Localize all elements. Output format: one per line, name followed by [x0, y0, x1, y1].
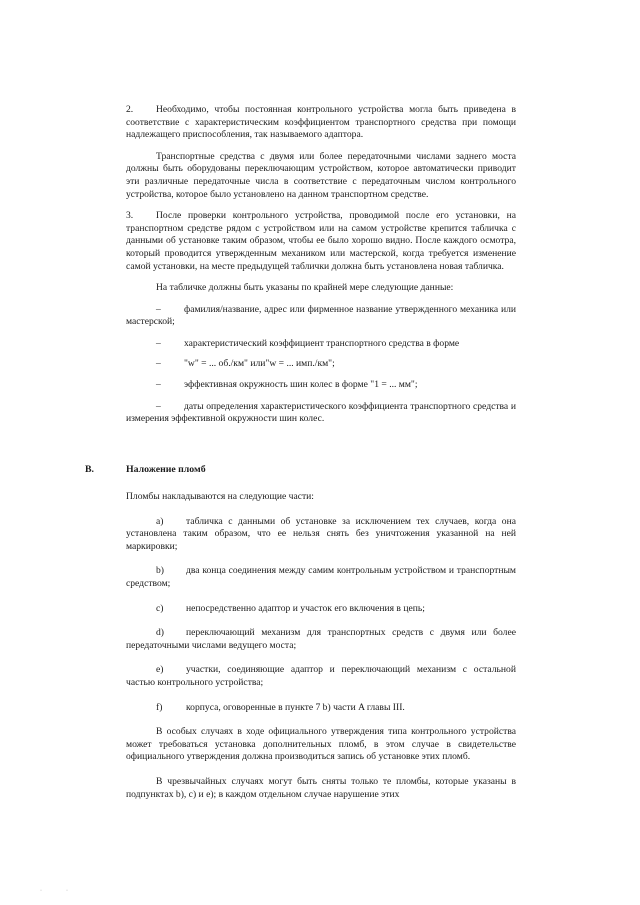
paragraph-gear-ratios: Транспортные средства с двумя или более передаточными числами заднего моста должны быть оборудованы переключающим устройством, которое автоматически приводит эти различные передаточные числа в соответствие с передаточным числом контрольного устройства, которое было установлено на данном транспортном средстве. — [126, 150, 516, 200]
list-item-text: эффективная окружность шин колес в форме "1 = ... мм"; — [184, 379, 418, 391]
item-text: участки, соединяющие адаптор и переключающий механизм с остальной частью контрольного устройства; — [126, 664, 516, 688]
dash-bullet: – — [156, 379, 161, 391]
item-text: табличка с данными об установке за исключением тех случаев, когда она установлена таким образом, что ее нельзя снять без уничтожения указанной на ней маркировки; — [126, 515, 516, 552]
item-label: c) — [156, 602, 164, 614]
paragraph-emergency: В чрезвычайных случаях могут быть сняты только те пломбы, которые указаны в подпунктах b), c) и e); в каждом отдельном случае нарушение этих — [126, 775, 516, 800]
item-label: d) — [156, 627, 164, 639]
paragraph-plate-data: На табличке должны быть указаны по крайней мере следующие данные: — [156, 282, 454, 294]
dash-bullet: – — [156, 400, 161, 412]
list-item-text: "w" = ... об./км" или"w = ... имп./км"; — [184, 357, 335, 369]
list-item — [126, 401, 516, 426]
section-title: Наложение пломб — [126, 464, 206, 475]
paragraph-3 — [126, 210, 516, 273]
item-label: f) — [156, 701, 163, 713]
item-text: переключающий механизм для транспортных средств с двумя или более передаточными числами ведущего моста; — [126, 627, 516, 651]
list-item — [126, 664, 516, 689]
section-b-body — [126, 491, 516, 801]
paragraph-text: После проверки контрольного устройства, проводимой после его установки, на транспортном средстве рядом с устройством или на самом устройстве крепится табличка с данными об установке таким образом, чтобы ее было хорошо видно. После каждого осмотра, который проводится утвержденным механиком или мастерской, когда требуется изменение самой установки, на месте предыдущей таблички должна быть установлена новая табличка. — [126, 210, 516, 272]
section-heading — [85, 464, 206, 475]
paragraph-text: Необходимо, чтобы постоянная контрольного устройства могла быть приведена в соответствие с характеристическим коэффициентом транспортного средства при помощи надлежащего приспособления, так называемого адаптора. — [126, 104, 516, 141]
scan-specks: ·· — [40, 888, 92, 894]
paragraph-number: 3. — [126, 210, 134, 222]
item-label: a) — [156, 515, 164, 527]
paragraph-number: 2. — [126, 104, 134, 115]
paragraph-2 — [126, 104, 516, 142]
list-item — [126, 702, 516, 715]
dash-bullet: – — [156, 303, 161, 315]
list-item — [126, 565, 516, 590]
list-item — [126, 627, 516, 652]
item-label: b) — [156, 565, 164, 577]
item-label: e) — [156, 664, 164, 676]
document-top-block — [126, 104, 516, 426]
section-intro: Пломбы накладываются на следующие части: — [126, 491, 314, 502]
section-letter: B. — [85, 464, 94, 475]
item-text: корпуса, оговоренные в пункте 7 b) части A главы III. — [186, 701, 405, 713]
item-text: два конца соединения между самим контрольным устройством и транспортным средством; — [126, 565, 516, 589]
dash-bullet: – — [156, 337, 161, 349]
list-item — [126, 603, 516, 616]
list-item-text: даты определения характеристического коэффициента транспортного средства и измерения эффективной окружности шин колес. — [126, 400, 516, 425]
paragraph-additional-seals: В особых случаях в ходе официального утверждения типа контрольного устройства может требоваться установка дополнительных пломб, в этом случае в свидетельстве официального утверждения должна производиться запись об установке этих пломб. — [126, 726, 516, 763]
list-item — [126, 379, 516, 392]
item-text: непосредственно адаптор и участок его включения в цепь; — [186, 602, 425, 614]
list-item — [126, 338, 516, 351]
list-item — [126, 304, 516, 329]
dash-bullet: – — [156, 357, 161, 369]
list-item — [126, 516, 516, 554]
list-item — [126, 358, 516, 371]
list-item-text: фамилия/название, адрес или фирменное название утвержденного механика или мастерской; — [126, 303, 516, 328]
list-item-text: характеристический коэффициент транспортного средства в форме — [184, 337, 460, 349]
